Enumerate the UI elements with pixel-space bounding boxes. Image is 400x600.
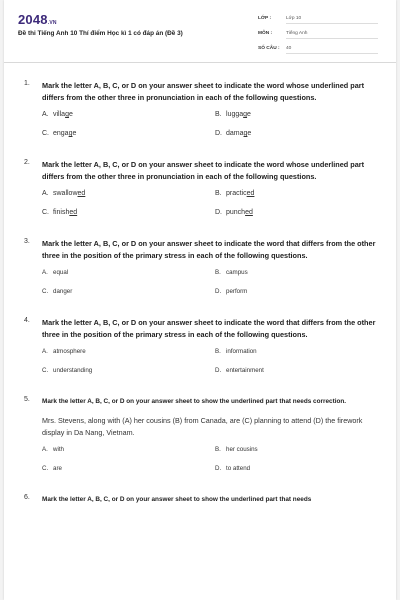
underlined-part: ed [246,190,255,197]
option-a[interactable] [42,348,215,367]
option-grid [42,348,376,386]
option-letter: C. [42,465,49,472]
option-c[interactable] [42,465,215,484]
question-text: Mark the letter A, B, C, or D on your answer sheet to show the underlined part that needs [42,496,312,503]
exam-title: Đề thi Tiếng Anh 10 Thí điểm Học kì 1 có đáp án (Đề 3) [18,30,183,37]
underlined-part: g [68,130,73,137]
underlined-part: ed [77,190,86,197]
underlined-part: ed [69,209,78,216]
option-grid [42,111,376,149]
option-letter: C. [42,209,49,216]
logo-domain: .VN [47,20,57,26]
option-c[interactable] [42,130,215,149]
option-text: her cousins [226,446,258,453]
option-text: punch [226,209,246,216]
option-text: understanding [53,367,93,374]
option-text: campus [226,269,248,276]
option-d[interactable] [215,465,388,484]
option-b[interactable] [215,111,388,130]
question-text: Mark the letter A, B, C, or D on your answer sheet to indicate the word whose underlined part differs from the other three in pronunciation in each of the following questions. [42,81,365,102]
option-c[interactable] [42,209,215,228]
option-text: finish [53,209,70,216]
option-letter: D. [215,367,222,374]
question-6 [4,494,396,505]
option-d[interactable] [215,130,388,149]
question-number: 5. [24,396,30,403]
question-3 [4,238,396,307]
option-a[interactable] [42,446,215,465]
meta-subject-value: Tiếng Anh [286,31,378,39]
question-5 [4,396,396,484]
option-text: equal [53,269,69,276]
underlined-part: g [65,111,69,118]
question-2 [4,159,396,228]
question-text: Mark the letter A, B, C, or D on your answer sheet to indicate the word whose underlined part differs from the other three in pronunciation in each of the following questions. [42,160,365,181]
underlined-part: g [243,130,248,137]
option-letter: C. [42,130,49,137]
option-d[interactable] [215,288,388,307]
underlined-part: ed [245,209,253,216]
meta-class-value: Lớp 10 [286,16,378,24]
option-text: atmosphere [53,348,86,355]
exam-header [4,0,396,63]
option-letter: B. [215,269,221,276]
exam-page [4,0,396,600]
option-c[interactable] [42,367,215,386]
option-text-end: e [68,111,73,118]
option-text-end: e [247,130,252,137]
option-letter: D. [215,465,222,472]
option-text: to attend [226,465,251,472]
option-letter: A. [42,269,48,276]
option-grid [42,446,376,484]
option-a[interactable] [42,111,215,130]
option-letter: A. [42,446,48,453]
option-text: perform [226,288,248,295]
question-number: 4. [24,317,30,324]
option-letter: D. [215,288,222,295]
option-text: information [226,348,257,355]
option-letter: A. [42,111,49,118]
question-passage: Mrs. Stevens, along with (A) her cousins (B) from Canada, are (C) planning to attend (D) the firework display in Da Nang, Vietnam. [42,416,363,437]
option-text: are [53,465,62,472]
option-letter: C. [42,288,49,295]
option-text: dama [226,130,244,137]
option-b[interactable] [215,269,388,288]
option-b[interactable] [215,348,388,367]
option-text: practic [226,190,247,197]
meta-count-key: SỐ CÂU : [258,46,280,51]
option-text: danger [53,288,73,295]
option-b[interactable] [215,190,388,209]
option-b[interactable] [215,446,388,465]
question-text: Mark the letter A, B, C, or D on your answer sheet to indicate the word that differs from the other three in the position of the primary stress in each of the following questions. [42,239,376,260]
option-letter: A. [42,190,49,197]
question-4 [4,317,396,386]
option-letter: B. [215,446,221,453]
option-grid [42,190,376,228]
option-letter: D. [215,209,222,216]
option-grid [42,269,376,307]
question-list [4,80,396,505]
meta-class [258,16,378,24]
site-logo[interactable] [18,12,57,27]
underlined-part: g [243,111,248,118]
option-text: swallow [53,190,78,197]
option-text: enga [53,130,69,137]
option-a[interactable] [42,190,215,209]
meta-subject-key: MÔN : [258,31,273,36]
option-d[interactable] [215,209,388,228]
option-d[interactable] [215,367,388,386]
option-letter: C. [42,367,49,374]
option-text: lugga [226,111,244,118]
question-number: 3. [24,238,30,245]
meta-count-value: 40 [286,46,378,54]
question-number: 2. [24,159,30,166]
question-1 [4,80,396,149]
option-letter: A. [42,348,48,355]
option-letter: B. [215,348,221,355]
option-letter: B. [215,190,222,197]
option-a[interactable] [42,269,215,288]
option-text-end: e [72,130,77,137]
meta-class-key: LỚP : [258,16,272,21]
option-text-end: e [247,111,251,118]
option-letter: D. [215,130,222,137]
question-number: 6. [24,494,30,501]
meta-subject [258,31,378,39]
option-text: villa [53,111,66,118]
option-c[interactable] [42,288,215,307]
question-number: 1. [24,80,30,87]
logo-text: 2048 [18,12,48,27]
option-letter: B. [215,111,222,118]
option-text: with [53,446,65,453]
question-text: Mark the letter A, B, C, or D on your answer sheet to show the underlined part that needs correction. [42,398,347,405]
meta-count [258,46,378,54]
question-text: Mark the letter A, B, C, or D on your answer sheet to indicate the word that differs from the other three in the position of the primary stress in each of the following questions. [42,318,376,339]
option-text: entertainment [226,367,264,374]
